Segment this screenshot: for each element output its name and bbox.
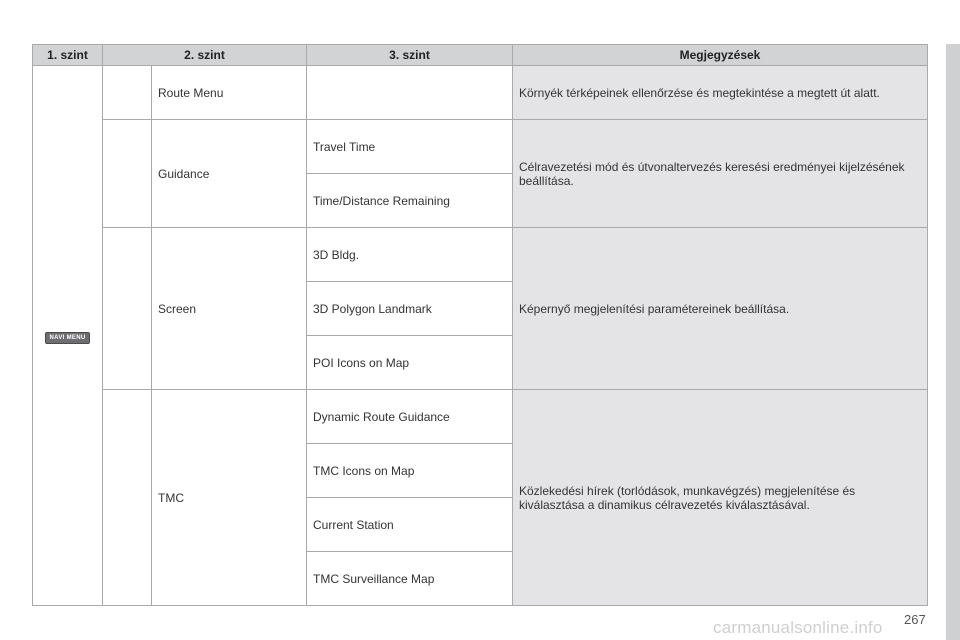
header-level3: 3. szint: [307, 45, 513, 66]
level3-current-station: Current Station: [307, 498, 513, 552]
level2-guidance: Guidance: [152, 120, 307, 228]
table-row: [33, 66, 928, 120]
note-route-menu: Környék térképeinek ellenőrzése és megtekintése a megtett út alatt.: [513, 66, 928, 120]
watermark: carmanualsonline.info: [713, 618, 883, 637]
level2-tmc: TMC: [152, 390, 307, 606]
note-screen: Képernyő megjelenítési paramétereinek beállítása.: [513, 228, 928, 390]
level1-cell: [33, 66, 103, 606]
level3-travel-time: Travel Time: [307, 120, 513, 174]
level2-icon-cell: [103, 66, 152, 120]
page-number: 267: [904, 612, 926, 627]
level3-poi-icons-on-map: POI Icons on Map: [307, 336, 513, 390]
note-guidance: Célravezetési mód és útvonaltervezés keresési eredményei kijelzésének beállítása.: [513, 120, 928, 228]
table-row: [33, 228, 928, 282]
level3-3d-polygon-landmark: 3D Polygon Landmark: [307, 282, 513, 336]
level3-tmc-surveillance-map: TMC Surveillance Map: [307, 552, 513, 606]
level2-screen: Screen: [152, 228, 307, 390]
level3-tmc-icons-on-map: TMC Icons on Map: [307, 444, 513, 498]
page-edge-strip: [946, 44, 960, 640]
level3-3d-bldg: 3D Bldg.: [307, 228, 513, 282]
header-level2: 2. szint: [103, 45, 307, 66]
navi-menu-button-icon: NAVI MENU: [45, 332, 91, 344]
table-row: [33, 390, 928, 444]
level2-route-menu: Route Menu: [152, 66, 307, 120]
level2-icon-cell: [103, 228, 152, 390]
level2-icon-cell: [103, 390, 152, 606]
note-tmc: Közlekedési hírek (torlódások, munkavégzés) megjelenítése és kiválasztása a dinamikus célravezetés kiválasztásával.: [513, 390, 928, 606]
table-row: [33, 120, 928, 174]
level2-icon-cell: [103, 120, 152, 228]
header-level1: 1. szint: [33, 45, 103, 66]
level3-time-distance-remaining: Time/Distance Remaining: [307, 174, 513, 228]
table-header-row: [33, 45, 928, 66]
menu-table: [32, 44, 928, 606]
level3-empty: [307, 66, 513, 120]
header-notes: Megjegyzések: [513, 45, 928, 66]
level3-dynamic-route-guidance: Dynamic Route Guidance: [307, 390, 513, 444]
